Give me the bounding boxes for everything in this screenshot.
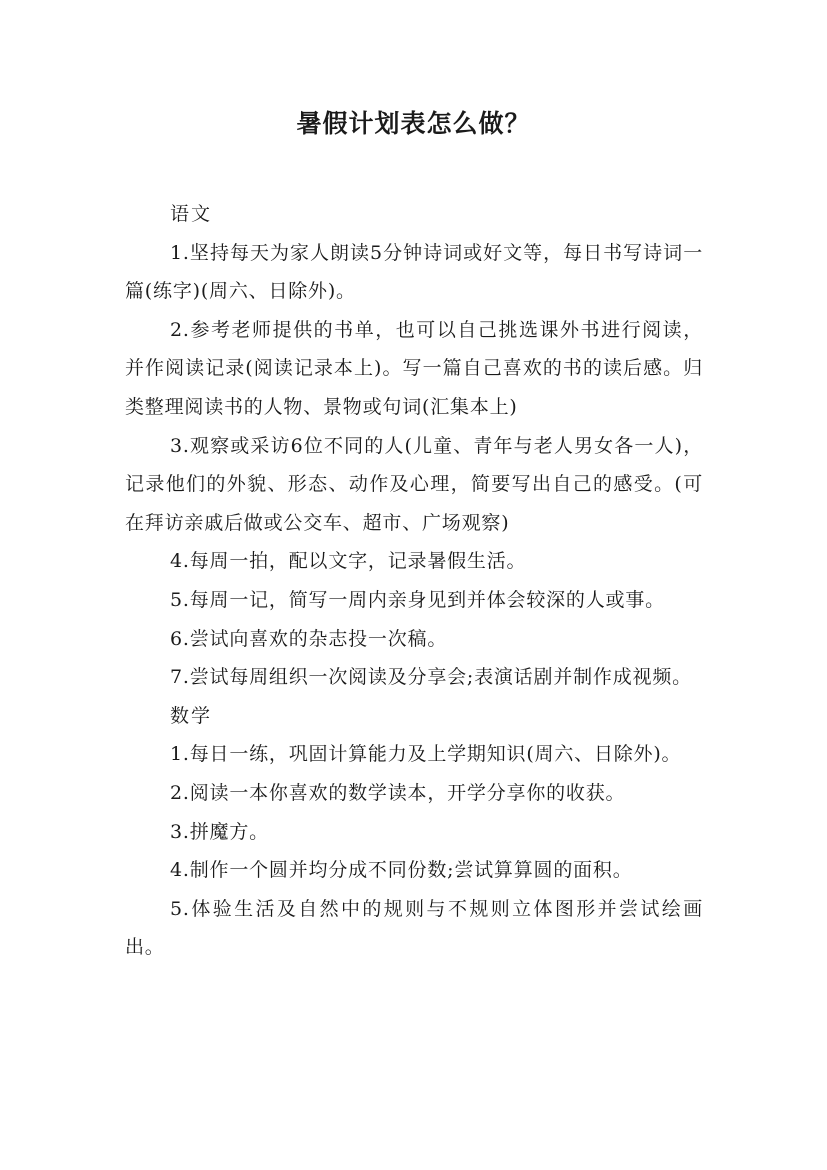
document-body (125, 195, 703, 967)
list-item: 1.每日一练，巩固计算能力及上学期知识(周六、日除外)。 (170, 743, 682, 766)
section-heading: 数学 (170, 704, 213, 727)
document-title: 暑假计划表怎么做？ (296, 109, 531, 138)
list-item: 2.阅读一本你喜欢的数学读本，开学分享你的收获。 (170, 781, 626, 804)
list-item: 4.制作一个圆并均分成不同份数;尝试算算圆的面积。 (170, 859, 633, 882)
list-item: 3.拼魔方。 (170, 820, 269, 843)
list-item: 1.坚持每天为家人朗读5分钟诗词或好文等，每日书写诗词一篇(练字)(周六、日除外)。 (125, 241, 703, 303)
section-heading: 语文 (170, 203, 213, 225)
list-item: 2.参考老师提供的书单，也可以自己挑选课外书进行阅读，并作阅读记录(阅读记录本上)。写一篇自己喜欢的书的读后感。归类整理阅读书的人物、景物或句词(汇集本上) (125, 318, 703, 418)
list-item: 6.尝试向喜欢的杂志投一次稿。 (170, 627, 448, 650)
list-item: 5.每周一记，简写一周内亲身见到并体会较深的人或事。 (170, 588, 665, 611)
section-chinese (125, 195, 703, 697)
section-math (125, 697, 703, 967)
list-item: 5.体验生活及自然中的规则与不规则立体图形并尝试绘画出。 (125, 897, 703, 959)
list-item: 7.尝试每周组织一次阅读及分享会;表演话剧并制作成视频。 (170, 666, 692, 689)
list-item: 4.每周一拍，配以文字，记录暑假生活。 (170, 550, 527, 573)
list-item: 3.观察或采访6位不同的人(儿童、青年与老人男女各一人)，记录他们的外貌、形态、动作及心理，简要写出自己的感受。(可在拜访亲戚后做或公交车、超市、广场观察) (125, 434, 703, 534)
